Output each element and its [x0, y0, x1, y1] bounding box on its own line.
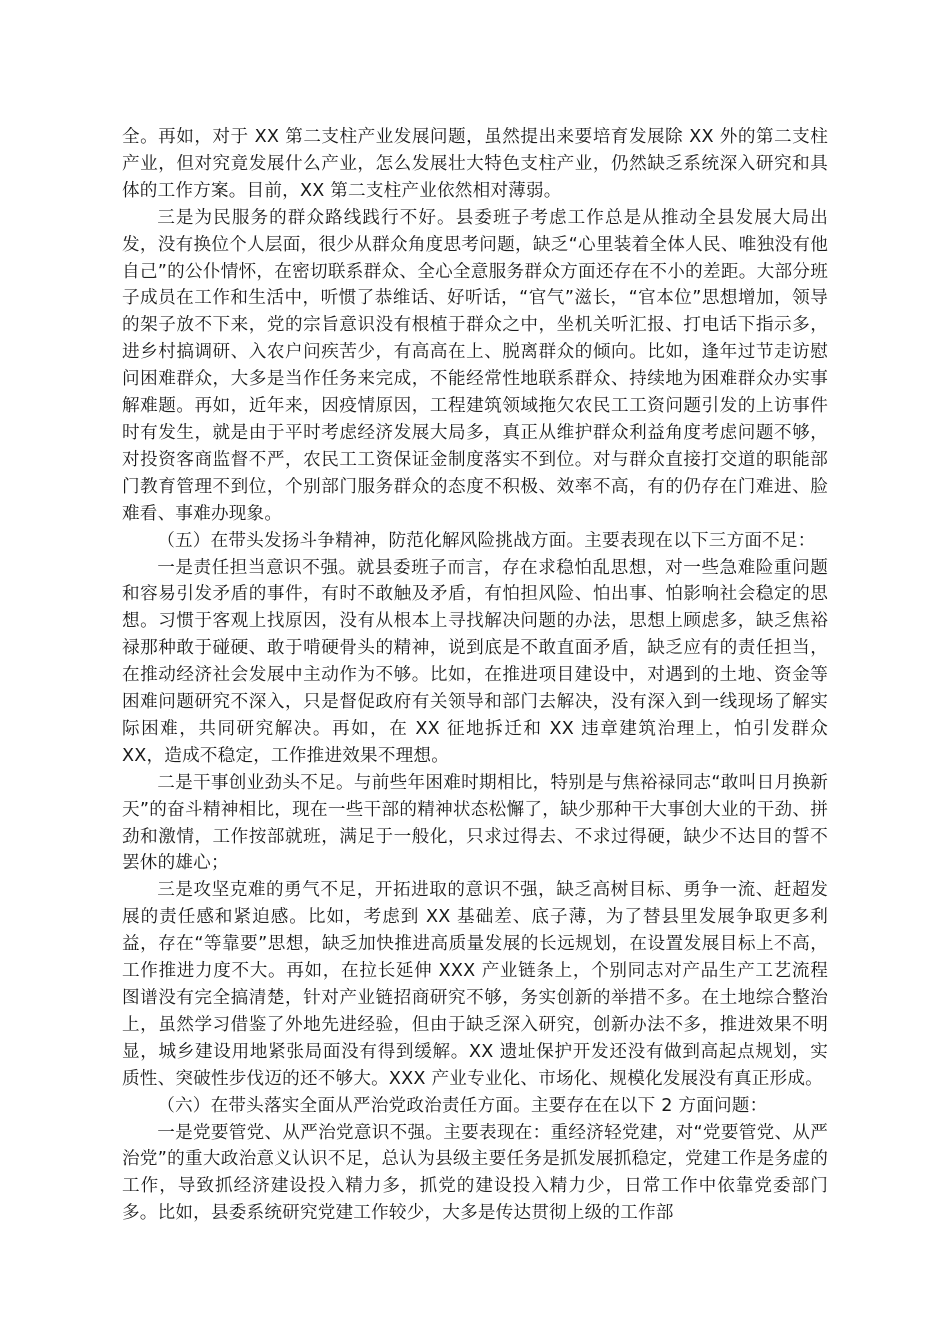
- paragraph-drive: 二是干事创业劲头不足。与前些年困难时期相比，特别是与焦裕禄同志“敢叫日月换新天”的奋斗精神相比，现在一些干部的精神状态松懈了，缺少那种干大事创大业的干劲、拼劲和激情，工作按部就班，满足于一般化，只求过得去、不求过得硬，缺少不达目的誓不罢休的雄心；: [122, 772, 828, 874]
- paragraph-continuation: 全。再如，对于 XX 第二支柱产业发展问题，虽然提出来要培育发展除 XX 外的第二支柱产业，但对究竟发展什么产业，怎么发展壮大特色支柱产业，仍然缺乏系统深入研究和具体的工作方案。目前，XX 第二支柱产业依然相对薄弱。: [122, 127, 828, 201]
- document-page: [122, 124, 828, 1227]
- paragraph-courage: 三是攻坚克难的勇气不足，开拓进取的意识不强，缺乏高树目标、勇争一流、赶超发展的责任感和紧迫感。比如，考虑到 XX 基础差、底子薄，为了替县里发展争取更多利益，存在“等靠要”思想，缺乏加快推进高质量发展的长远规划，在设置发展目标上不高，工作推进力度不大。再如，在拉长延伸 XXX 产业链条上，个别同志对产品生产工艺流程图谱没有完全搞清楚，针对产业链招商研究不够，务实创新的举措不多。在土地综合整治上，虽然学习借鉴了外地先进经验，但由于缺乏深入研究，创新办法不多，推进效果不明显，城乡建设用地紧张局面没有得到缓解。XX 遗址保护开发还没有做到高起点规划，实质性、突破性步伐迈的还不够大。XXX 产业专业化、市场化、规模化发展没有真正形成。: [122, 880, 828, 1089]
- paragraph-mass-line: 三是为民服务的群众路线践行不好。县委班子考虑工作总是从推动全县发展大局出发，没有换位个人层面，很少从群众角度思考问题，缺乏“心里装着全体人民、唯独没有他自己”的公仆情怀，在密切联系群众、全心全意服务群众方面还存在不小的差距。大部分班子成员在工作和生活中，听惯了恭维话、好听话，“官气”滋长，“官本位”思想增加，领导的架子放不下来，党的宗旨意识没有根植于群众之中，坐机关听汇报、打电话下指示多，进乡村搞调研、入农户问疾苦少，有高高在上、脱离群众的倾向。比如，逢年过节走访慰问困难群众，大多是当作任务来完成，不能经常性地联系群众、持续地为困难群众办实事解难题。再如，近年来，因疫情原因，工程建筑领域拖欠农民工工资问题引发的上访事件时有发生，就是由于平时考虑经济发展大局多，真正从维护群众利益角度考虑问题不够，对投资客商监督不严，农民工工资保证金制度落实不到位。对与群众直接打交道的职能部门教育管理不到位，个别部门服务群众的态度不积极、效率不高，有的仍存在门难进、脸难看、事难办现象。: [122, 207, 828, 524]
- paragraph-responsibility: 一是责任担当意识不强。就县委班子而言，存在求稳怕乱思想，对一些急难险重问题和容易引发矛盾的事件，有时不敢触及矛盾，有怕担风险、怕出事、怕影响社会稳定的思想。习惯于客观上找原因，没有从根本上寻找解决问题的办法，思想上顾虑多，缺乏焦裕禄那种敢于碰硬、敢于啃硬骨头的精神，说到底是不敢直面矛盾，缺乏应有的责任担当，在推动经济社会发展中主动作为不够。比如，在推进项目建设中，对遇到的土地、资金等困难问题研究不深入，只是督促政府有关领导和部门去解决，没有深入到一线现场了解实际困难，共同研究解决。再如，在 XX 征地拆迁和 XX 违章建筑治理上，怕引发群众 XX，造成不稳定，工作推进效果不理想。: [122, 557, 828, 766]
- section-heading-five: （五）在带头发扬斗争精神，防范化解风险挑战方面。主要表现在以下三方面不足：: [157, 530, 816, 551]
- section-heading-six: （六）在带头落实全面从严治党政治责任方面。主要存在在以下 2 方面问题：: [157, 1095, 768, 1116]
- paragraph-party-governance: 一是党要管党、从严治党意识不强。主要表现在：重经济轻党建，对“党要管党、从严治党”的重大政治意义认识不足，总认为县级主要任务是抓发展抓稳定，党建工作是务虚的工作，导致抓经济建设投入精力多，抓党的建设投入精力少，日常工作中依靠党委部门多。比如，县委系统研究党建工作较少，大多是传达贯彻上级的工作部: [122, 1122, 828, 1224]
